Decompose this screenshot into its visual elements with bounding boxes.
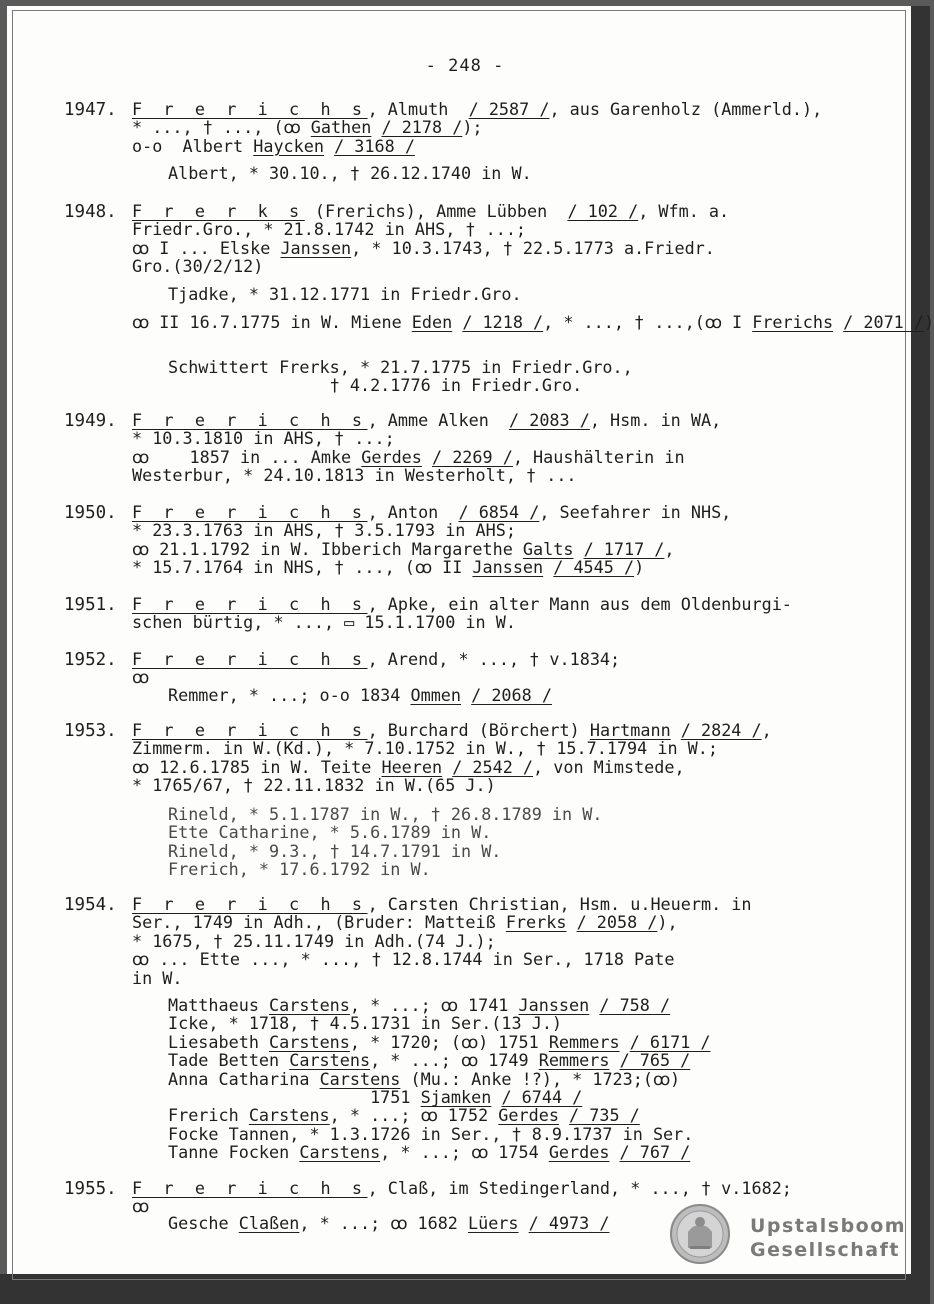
- entry-text: * 10.3.1810 in AHS, † ...;: [132, 428, 395, 449]
- related-surname: Ommen: [410, 685, 462, 705]
- space: [559, 1105, 569, 1125]
- spouse-surname: Gerdes: [548, 1142, 610, 1163]
- entry-text: , Claß, im Stedingerland, * ..., † v.1682;: [367, 1178, 792, 1198]
- space: [609, 1050, 619, 1070]
- entry-text: schen bürtig, * ..., ▭ 15.1.1700 in W.: [132, 612, 516, 633]
- entry-text: );: [462, 117, 483, 138]
- space: [422, 447, 432, 467]
- child-surname: Carstens: [299, 1142, 381, 1163]
- child-text: , * ...; ꝏ 1741: [349, 995, 519, 1015]
- children-list: [168, 805, 602, 879]
- child-entry: [168, 1088, 711, 1106]
- child-entry: [168, 376, 633, 394]
- child-text: Ette Catharine, * 5.6.1789 in W.: [168, 822, 492, 843]
- related-surname: Eden: [411, 312, 453, 332]
- space: [573, 539, 583, 559]
- entry-text-line: [695, 312, 934, 332]
- space: [459, 99, 469, 119]
- watermark-line-1: Upstalsboom: [750, 1215, 907, 1237]
- entry-text-line: [132, 595, 832, 613]
- child-text: Tjadke, * 31.12.1771 in Friedr.Gro.: [168, 284, 522, 304]
- page-number: - 248 -: [425, 56, 505, 76]
- child-text: Remmer, * ...; o-o 1834: [168, 685, 411, 705]
- entry-text: ꝏ: [132, 1196, 150, 1217]
- entry-text: , Seefahrer in NHS,: [539, 502, 732, 522]
- child-text: Liesabeth: [168, 1031, 270, 1052]
- reference-number: / 2269 /: [432, 446, 513, 467]
- entry-text-line: [132, 202, 832, 220]
- children-list: [168, 164, 532, 182]
- entry-text-line: [132, 137, 832, 155]
- reference-number: / 2587 /: [468, 99, 550, 119]
- space: [671, 720, 681, 740]
- entry-text: * 23.3.1763 in AHS, † 3.5.1793 in AHS;: [132, 520, 516, 541]
- child-entry: [168, 842, 602, 860]
- entry-text-line: [132, 739, 832, 757]
- children-list: [168, 285, 522, 303]
- entry-body: [132, 503, 832, 577]
- child-entry: [168, 1070, 711, 1088]
- page-shadow-right: [911, 6, 930, 1304]
- entry-text-line: [132, 239, 832, 257]
- entry-text: * 1765/67, † 22.11.1832 in W.(65 J.): [132, 775, 496, 796]
- entry-text: , * 10.3.1743, † 22.5.1773 a.Friedr.: [351, 237, 715, 258]
- entry-text: ꝏ 12.6.1785 in W. Teite: [132, 756, 382, 777]
- related-surname: Frerks: [505, 912, 567, 933]
- reference-number: / 767 /: [619, 1142, 691, 1163]
- child-text: Focke Tannen, * 1.3.1726 in Ser., † 8.9.1737 in Ser.: [168, 1123, 694, 1144]
- entry-text: * ..., † ..., (ꝏ: [132, 117, 311, 138]
- related-surname: Heeren: [381, 756, 443, 777]
- child-entry: [168, 1125, 711, 1143]
- seal-logo-icon: [660, 1202, 740, 1266]
- space: [519, 1213, 529, 1233]
- entry-text: Gro.(30/2/12): [132, 256, 264, 277]
- entry-text-line: [132, 895, 832, 913]
- entry-text-line: [132, 220, 832, 238]
- entry-text: (ꝏ I: [694, 312, 753, 332]
- reference-number: / 6854 /: [458, 502, 540, 522]
- entry-text-line: [132, 650, 832, 668]
- children-list: [168, 686, 552, 704]
- reference-number: / 1717 /: [583, 538, 665, 559]
- child-surname: Carstens: [269, 1031, 350, 1052]
- surname-spaced: F r e r i c h s: [132, 894, 368, 914]
- reference-number: / 2068 /: [471, 685, 552, 705]
- entry-text: , Carsten Christian, Hsm. u.Heuerm. in: [367, 894, 752, 914]
- child-text: , * ...; ꝏ 1682: [299, 1213, 468, 1233]
- entry-body: [132, 895, 832, 987]
- reference-number: / 2824 /: [680, 720, 762, 740]
- entry-text-line: [132, 411, 832, 429]
- entry-text: , Amme Alken: [367, 410, 499, 430]
- space: [620, 1032, 630, 1052]
- space: [324, 136, 334, 156]
- child-entry: [168, 823, 602, 841]
- reference-number: / 6171 /: [629, 1031, 711, 1052]
- watermark-text: [750, 1214, 910, 1262]
- space: [448, 502, 458, 522]
- entry-number: 1951.: [64, 595, 117, 615]
- child-text: Gesche: [168, 1213, 239, 1233]
- related-surname: Hartmann: [589, 720, 671, 740]
- reference-number: / 102 /: [567, 201, 639, 221]
- related-surname: Gathen: [310, 117, 372, 138]
- reference-number: / 2178 /: [381, 117, 463, 138]
- child-text: , * ...; ꝏ 1749: [370, 1050, 539, 1071]
- related-surname: Galts: [522, 538, 574, 559]
- entry-text: ,: [664, 538, 675, 559]
- space: [543, 557, 553, 577]
- child-surname: Claßen: [238, 1213, 300, 1233]
- entry-text: , Anton: [367, 502, 449, 522]
- surname-spaced: F r e r i c h s: [132, 1178, 368, 1198]
- space: [442, 757, 452, 777]
- reference-number: / 3168 /: [334, 135, 415, 156]
- surname-spaced: F r e r k s: [132, 201, 305, 221]
- entry-number: 1948.: [64, 202, 117, 222]
- entry-text: ): [634, 557, 645, 578]
- entry-text: ꝏ II 16.7.1775 in W. Miene: [132, 312, 412, 332]
- entry-text-line: [132, 1179, 832, 1197]
- entry-text: , Arend, * ..., † v.1834;: [367, 649, 621, 669]
- spouse-surname: Lüers: [468, 1213, 519, 1233]
- child-entry: [168, 805, 602, 823]
- entry-text-line: [132, 558, 832, 576]
- child-entry: [168, 285, 522, 303]
- children-list: [168, 1214, 609, 1232]
- related-surname: Janssen: [472, 557, 544, 578]
- entry-text-line: [132, 100, 832, 118]
- space: [609, 1142, 619, 1162]
- entry-text: Friedr.Gro., * 21.8.1742 in AHS, † ...;: [132, 219, 527, 240]
- reference-number: / 2071 /: [843, 312, 924, 332]
- surname-spaced: F r e r i c h s: [132, 99, 368, 119]
- entry-number: 1954.: [64, 895, 117, 915]
- space: [461, 685, 471, 705]
- entry-body: [132, 721, 832, 795]
- reference-number: / 735 /: [569, 1105, 640, 1126]
- entry-text: ,: [761, 720, 772, 740]
- related-surname: Gerdes: [361, 446, 422, 467]
- child-entry: [168, 1051, 711, 1069]
- child-text: Frerich, * 17.6.1792 in W.: [168, 859, 431, 880]
- child-entry: [168, 1014, 711, 1032]
- entry-number: 1953.: [64, 721, 117, 741]
- spouse-surname: Sjamken: [420, 1087, 492, 1108]
- entry-text: Westerbur, * 24.10.1813 in Westerholt, † ...: [132, 465, 577, 486]
- child-text: † 4.2.1776 in Friedr.Gro.: [168, 375, 583, 396]
- child-surname: Carstens: [269, 995, 350, 1015]
- spouse-surname: Remmers: [538, 1050, 610, 1071]
- space: [589, 995, 599, 1015]
- entry-text: ꝏ: [132, 667, 150, 688]
- child-entry: [168, 1033, 711, 1051]
- entry-text-line: [132, 932, 832, 950]
- entry-text: , Wfm. a.: [638, 201, 730, 221]
- surname-spaced: F r e r i c h s: [132, 649, 368, 669]
- entry-text-line: [132, 312, 695, 332]
- entry-text: in W.: [132, 967, 183, 988]
- entry-number: 1952.: [64, 650, 117, 670]
- reference-number: / 2083 /: [509, 410, 590, 430]
- surname-spaced: F r e r i c h s: [132, 720, 368, 740]
- child-text: Tade Betten: [168, 1050, 290, 1071]
- entry-body: [132, 595, 832, 632]
- entry-text: o-o Albert: [132, 135, 254, 156]
- child-text: Tanne Focken: [168, 1142, 300, 1163]
- entry-number: 1947.: [64, 100, 117, 120]
- child-text: (Mu.: Anke !?), * 1723;(ꝏ): [400, 1068, 681, 1089]
- entry-text: ꝏ 21.1.1792 in W. Ibberich Margarethe: [132, 538, 523, 559]
- entry-body: [132, 100, 832, 155]
- entry-text: (Frerichs), Amme Lübben: [304, 201, 558, 221]
- reference-number: / 765 /: [619, 1050, 691, 1071]
- entry-text: ꝏ 1857 in ... Amke: [132, 446, 362, 467]
- spouse-surname: Remmers: [548, 1031, 620, 1052]
- child-surname: Carstens: [248, 1105, 330, 1126]
- child-text: 1751: [168, 1087, 421, 1108]
- entry-text: ),: [657, 912, 678, 933]
- entry-text-line: [132, 613, 832, 631]
- child-text: , * ...; ꝏ 1754: [380, 1142, 549, 1163]
- reference-number: / 2058 /: [576, 912, 658, 933]
- entry-text-line: [132, 448, 832, 466]
- space: [833, 312, 843, 332]
- entry-text-line: [132, 950, 832, 968]
- entry-text-line: [132, 913, 832, 931]
- surname-spaced: F r e r i c h s: [132, 594, 368, 614]
- reference-number: / 4973 /: [528, 1213, 610, 1233]
- entry-text-line: [132, 540, 832, 558]
- watermark-line-2: Gesellschaft: [750, 1239, 900, 1261]
- entry-text: ꝏ ... Ette ..., * ..., † 12.8.1744 in Ser., 1718 Pate: [132, 949, 675, 970]
- entry-text: , aus Garenholz (Ammerld.),: [549, 99, 823, 119]
- child-entry: [168, 1106, 711, 1124]
- entry-text: ): [923, 312, 934, 332]
- reference-number: / 2542 /: [452, 756, 534, 777]
- surname-spaced: F r e r i c h s: [132, 410, 368, 430]
- entry-text: , Almuth: [367, 99, 459, 119]
- entry-text-line: [132, 257, 832, 275]
- child-entry: [168, 1143, 711, 1161]
- child-text: , * ...; ꝏ 1752: [329, 1105, 499, 1126]
- child-text: Icke, * 1718, † 4.5.1731 in Ser.(13 J.): [168, 1013, 563, 1034]
- related-surname: Frerichs: [752, 312, 834, 332]
- spouse-surname: Gerdes: [498, 1105, 559, 1126]
- space: [371, 117, 381, 137]
- entry-body: [132, 411, 832, 485]
- related-surname: Janssen: [280, 237, 352, 258]
- space: [557, 201, 567, 221]
- reference-number: / 1218 /: [462, 312, 544, 332]
- entry-text: * 15.7.1764 in NHS, † ..., (ꝏ II: [132, 557, 473, 578]
- entry-text-line: [132, 721, 832, 739]
- entry-text: , Burchard (Börchert): [367, 720, 590, 740]
- entry-text-line: [132, 776, 832, 794]
- child-surname: Carstens: [319, 1068, 401, 1089]
- entry-text: Ser., 1749 in Adh., (Bruder: Matteiß: [132, 912, 506, 933]
- entry-body: [132, 202, 832, 276]
- children-list: [168, 996, 711, 1162]
- entry-body: [132, 650, 832, 687]
- entry-text: , Apke, ein alter Mann aus dem Oldenburgi-: [367, 594, 792, 614]
- space: [566, 912, 576, 932]
- child-text: Schwittert Frerks, * 21.7.1775 in Friedr.Gro.,: [168, 357, 633, 377]
- entry-text-line: [132, 521, 832, 539]
- related-surname: Haycken: [253, 135, 324, 156]
- entry-text: , Hsm. in WA,: [589, 410, 722, 430]
- child-entry: [168, 1214, 609, 1232]
- entry-text: , Haushälterin in: [512, 446, 685, 467]
- second-marriage: [132, 313, 934, 331]
- entry-text: Zimmerm. in W.(Kd.), * 7.10.1752 in W., † 15.7.1794 in W.;: [132, 738, 718, 759]
- entry-text: , * ..., † ...,: [543, 312, 695, 332]
- entry-number: 1949.: [64, 411, 117, 431]
- child-text: Matthaeus: [168, 995, 270, 1015]
- child-text: Rineld, * 9.3., † 14.7.1791 in W.: [168, 840, 502, 861]
- child-text: Rineld, * 5.1.1787 in W., † 26.8.1789 in W.: [168, 804, 603, 824]
- child-entry: [168, 686, 552, 704]
- entry-number: 1950.: [64, 503, 117, 523]
- entry-text-line: [132, 466, 832, 484]
- entry-text-line: [132, 118, 832, 136]
- child-text: Albert, * 30.10., † 26.12.1740 in W.: [168, 163, 532, 183]
- child-entry: [168, 860, 602, 878]
- children-list: [168, 358, 633, 395]
- spouse-surname: Janssen: [518, 995, 590, 1015]
- reference-number: / 758 /: [599, 995, 671, 1015]
- child-text: , * 1720; (ꝏ) 1751: [349, 1031, 549, 1052]
- reference-number: / 4545 /: [553, 557, 635, 578]
- entry-text-line: [132, 503, 832, 521]
- entry-text-line: [132, 969, 832, 987]
- child-entry: [168, 996, 711, 1014]
- reference-number: / 6744 /: [501, 1087, 583, 1108]
- entry-text: , von Mimstede,: [533, 756, 685, 777]
- space: [491, 1087, 501, 1107]
- entry-number: 1955.: [64, 1179, 117, 1199]
- space: [452, 312, 462, 332]
- child-entry: [168, 358, 633, 376]
- surname-spaced: F r e r i c h s: [132, 502, 368, 522]
- child-text: Anna Catharina: [168, 1068, 320, 1089]
- entry-text: * 1675, † 25.11.1749 in Adh.(74 J.);: [132, 930, 496, 951]
- entry-text: ꝏ I ... Elske: [132, 237, 281, 258]
- child-entry: [168, 164, 532, 182]
- child-text: Frerich: [168, 1105, 249, 1126]
- entry-text-line: [132, 429, 832, 447]
- entry-text-line: [132, 758, 832, 776]
- child-surname: Carstens: [289, 1050, 371, 1071]
- space: [499, 410, 509, 430]
